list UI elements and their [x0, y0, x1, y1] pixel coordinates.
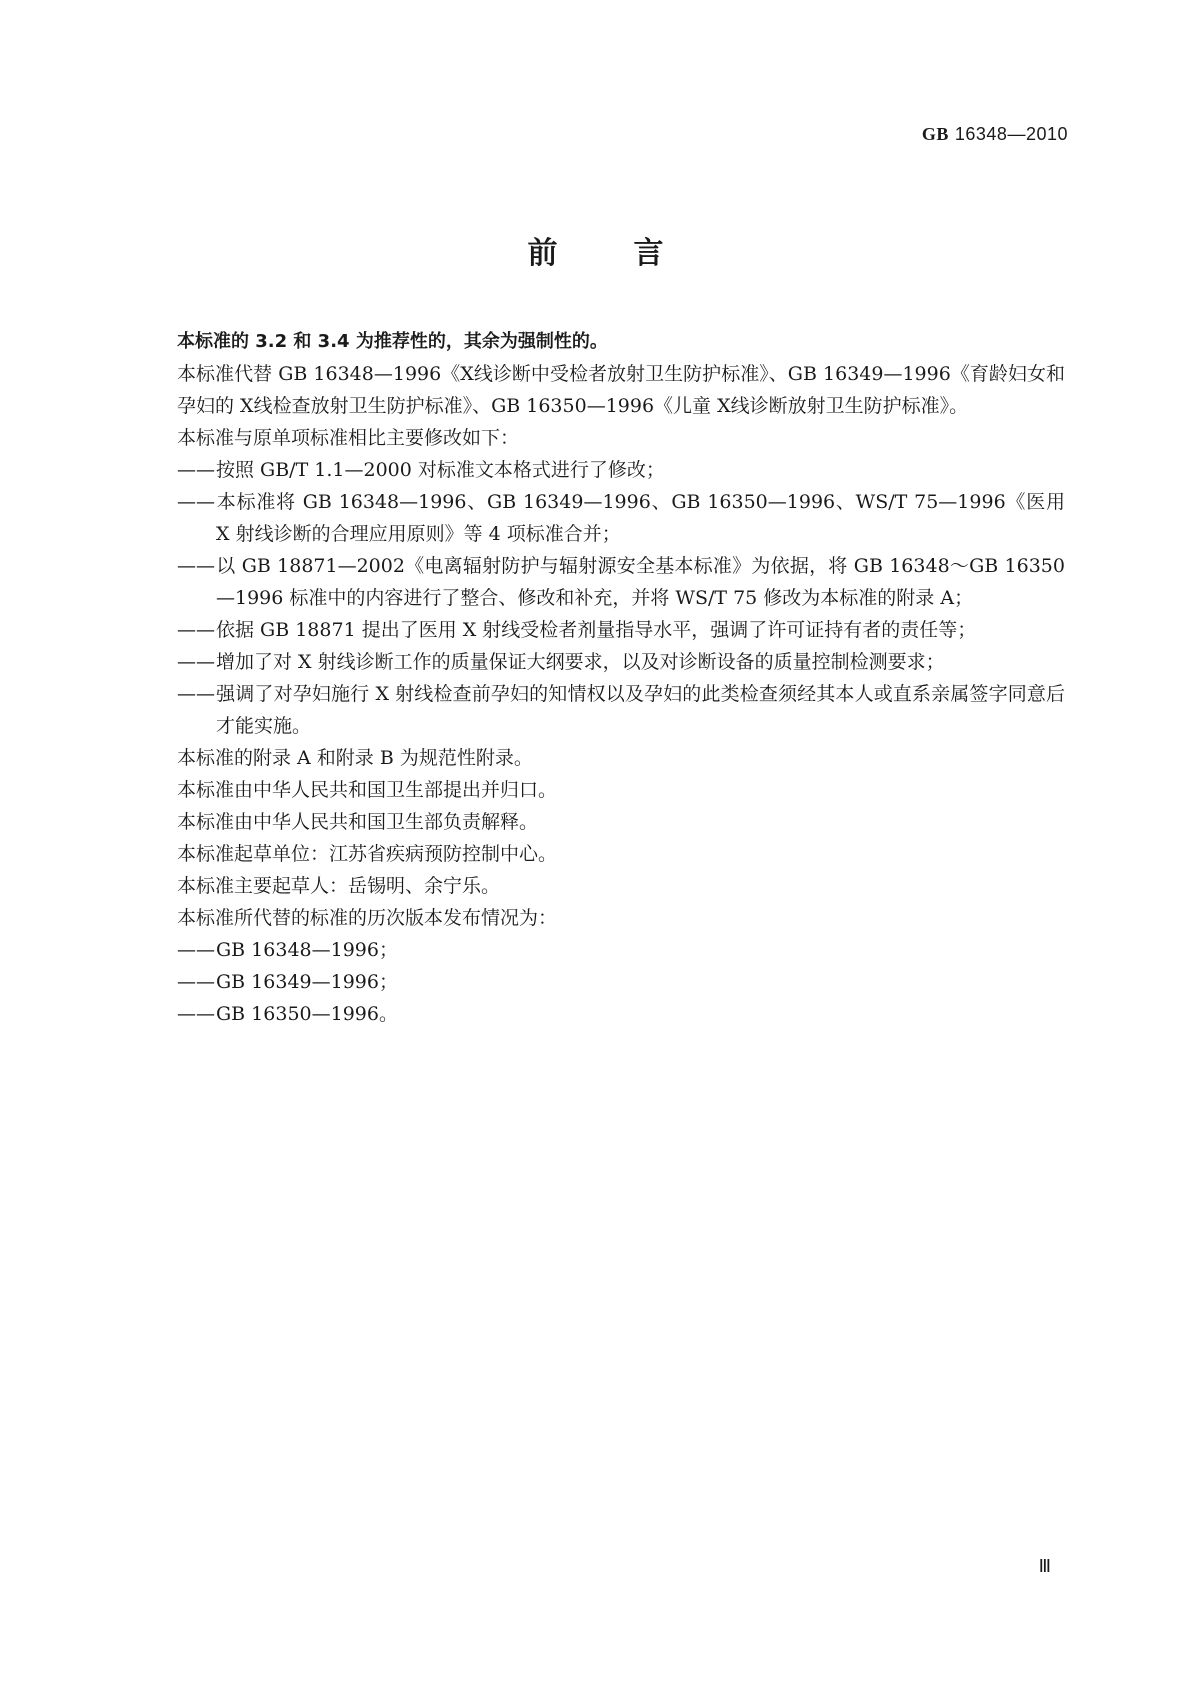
history-item-text: GB 16349—1996； — [216, 971, 398, 993]
foreword-body — [177, 326, 1065, 1030]
paragraph-2: 本标准代替 GB 16348—1996《X线诊断中受检者放射卫生防护标准》、GB 16349—1996《育龄妇女和孕妇的 X线检查放射卫生防护标准》、GB 16350—1996《儿童 X线诊断放射卫生防护标准》。 — [177, 363, 1065, 417]
list-item: ——按照 GB/T 1.1—2000 对标准文本格式进行了修改； — [177, 459, 665, 481]
title-char-1: 前 — [527, 236, 558, 271]
paragraph-1: 本标准的 3.2 和 3.4 为推荐性的，其余为强制性的。 — [177, 331, 608, 352]
list-item: ——本标准将 GB 16348—1996、GB 16349—1996、GB 16350—1996、WS/T 75—1996《医用 X 射线诊断的合理应用原则》等 4 项标准合并； — [177, 491, 1065, 545]
paragraph-7: 本标准起草单位：江苏省疾病预防控制中心。 — [177, 843, 558, 865]
history-item: ——GB 16349—1996； — [177, 971, 398, 993]
history-item-text: GB 16350—1996。 — [216, 1003, 398, 1025]
list-item-text: 本标准将 GB 16348—1996、GB 16349—1996、GB 16350—1996、WS/T 75—1996《医用 X 射线诊断的合理应用原则》等 4 项标准合并； — [216, 491, 1065, 545]
list-item: ——以 GB 18871—2002《电离辐射防护与辐射源安全基本标准》为依据，将 GB 16348～GB 16350—1996 标准中的内容进行了整合、修改和补充，并将 WS/T 75 修改为本标准的附录 A； — [177, 555, 1065, 609]
list-item-text: 增加了对 X 射线诊断工作的质量保证大纲要求，以及对诊断设备的质量控制检测要求； — [216, 651, 945, 673]
paragraph-4: 本标准的附录 A 和附录 B 为规范性附录。 — [177, 747, 533, 769]
paragraph-8: 本标准主要起草人：岳锡明、余宁乐。 — [177, 875, 501, 897]
standard-number — [922, 124, 1068, 145]
list-item-text: 以 GB 18871—2002《电离辐射防护与辐射源安全基本标准》为依据，将 GB 16348～GB 16350—1996 标准中的内容进行了整合、修改和补充，并将 WS/T 75 修改为本标准的附录 A； — [216, 555, 1065, 609]
history-item-text: GB 16348—1996； — [216, 939, 398, 961]
list-item-text: 强调了对孕妇施行 X 射线检查前孕妇的知情权以及孕妇的此类检查须经其本人或直系亲属签字同意后才能实施。 — [216, 683, 1065, 737]
standard-code: 16348—2010 — [954, 124, 1068, 144]
list-item: ——依据 GB 18871 提出了医用 X 射线受检者剂量指导水平，强调了许可证持有者的责任等； — [177, 619, 977, 641]
paragraph-3: 本标准与原单项标准相比主要修改如下： — [177, 427, 520, 449]
list-item-text: 按照 GB/T 1.1—2000 对标准文本格式进行了修改； — [216, 459, 665, 481]
paragraph-9: 本标准所代替的标准的历次版本发布情况为： — [177, 907, 558, 929]
standard-prefix: GB — [921, 124, 949, 144]
history-item: ——GB 16348—1996； — [177, 939, 398, 961]
history-item: ——GB 16350—1996。 — [177, 1003, 398, 1025]
list-item-text: 依据 GB 18871 提出了医用 X 射线受检者剂量指导水平，强调了许可证持有者的责任等； — [216, 619, 977, 641]
page-number: Ⅲ — [1038, 1556, 1051, 1576]
paragraph-5: 本标准由中华人民共和国卫生部提出并归口。 — [177, 779, 558, 801]
list-item: ——强调了对孕妇施行 X 射线检查前孕妇的知情权以及孕妇的此类检查须经其本人或直系亲属签字同意后才能实施。 — [177, 683, 1065, 737]
title-char-2: 言 — [633, 236, 664, 271]
page-title — [0, 228, 1191, 272]
list-item: ——增加了对 X 射线诊断工作的质量保证大纲要求，以及对诊断设备的质量控制检测要求； — [177, 651, 945, 673]
paragraph-6: 本标准由中华人民共和国卫生部负责解释。 — [177, 811, 539, 833]
